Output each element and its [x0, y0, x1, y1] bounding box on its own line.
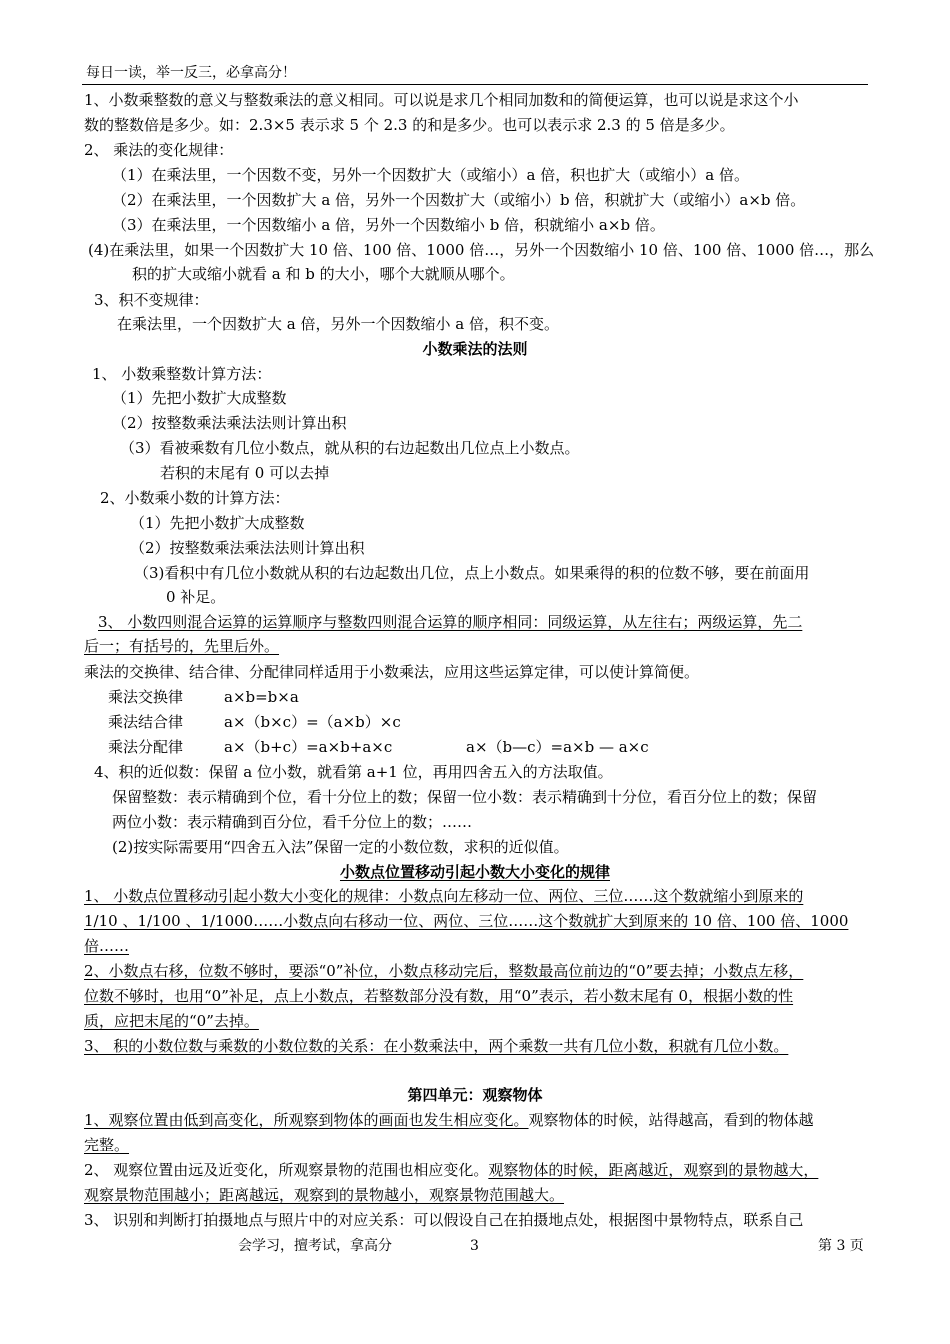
law-formula: a×（b+c）=a×b+a×c — [224, 738, 393, 756]
text-line: (4)在乘法里，如果一个因数扩大 10 倍、100 倍、1000 倍…，另外一个因数缩小 10 倍、100 倍、1000 倍…，那么 — [88, 241, 875, 259]
text-line: （3)看积中有几位小数就从积的右边起数出几位，点上小数点。如果乘得的积的位数不够，要在前面用 — [134, 564, 810, 582]
text-line: （1）在乘法里，一个因数不变，另外一个因数扩大（或缩小）a 倍，积也扩大（或缩小）a 倍。 — [112, 166, 749, 184]
underlined-text: 1、观察位置由低到高变化，所观察到物体的画面也发生相应变化。 — [84, 1111, 529, 1129]
plain-text: 观察物体的时候，站得越高，看到的物体越 — [528, 1111, 814, 1129]
text-line: 两位小数：表示精确到百分位，看千分位上的数；…… — [112, 813, 473, 831]
text-line: 质，应把末尾的“0”去掉。 — [84, 1012, 259, 1030]
underlined-text: 观察物体的时候，距离越近，观察到的景物越大， — [488, 1161, 819, 1179]
text-line: 1、小数乘整数的意义与整数乘法的意义相同。可以说是求几个相同加数和的简便运算，也可以说是求这个小 — [84, 91, 799, 109]
text-line: （1）先把小数扩大成整数 — [130, 514, 305, 532]
law-formula: a×（b—c）=a×b — a×c — [466, 738, 649, 756]
law-name: 乘法交换律 — [108, 688, 184, 706]
text-line: （2）在乘法里，一个因数扩大 a 倍，另外一个因数扩大（或缩小）b 倍，积就扩大（或缩小）a×b 倍。 — [112, 191, 806, 209]
text-line: 3、 识别和判断打拍摄地点与照片中的对应关系：可以假设自己在拍摄地点处，根据图中景物特点，联系自己 — [84, 1211, 804, 1229]
text-line: 在乘法里，一个因数扩大 a 倍，另外一个因数缩小 a 倍，积不变。 — [117, 315, 559, 333]
text-line: 观察景物范围越小；距离越远，观察到的景物越小，观察景物范围越大。 — [84, 1186, 565, 1204]
text-line: 3、 积的小数位数与乘数的小数位数的关系：在小数乘法中，两个乘数一共有几位小数，积就有几位小数。 — [84, 1037, 789, 1055]
header-rule — [82, 84, 868, 85]
text-line: 4、积的近似数：保留 a 位小数，就看第 a+1 位，再用四舍五入的方法取值。 — [94, 763, 613, 781]
page-header: 每日一读，举一反三，必拿高分！ — [86, 65, 296, 81]
text-line: 完整。 — [84, 1136, 130, 1154]
text-line: 积的扩大或缩小就看 a 和 b 的大小，哪个大就顺从哪个。 — [132, 265, 515, 283]
text-line: 保留整数：表示精确到个位，看十分位上的数；保留一位小数：表示精确到十分位，看百分位上的数；保留 — [112, 788, 818, 806]
text-line: 数的整数倍是多少。如：2.3×5 表示求 5 个 2.3 的和是多少。也可以表示求 2.3 的 5 倍是多少。 — [84, 116, 735, 134]
text-line: 乘法的交换律、结合律、分配律同样适用于小数乘法，应用这些运算定律，可以使计算简便。 — [84, 663, 700, 681]
text-line — [84, 1110, 814, 1130]
text-line: 2、 乘法的变化规律： — [84, 141, 234, 159]
plain-text: 2、 观察位置由远及近变化，所观察景物的范围也相应变化。 — [84, 1161, 489, 1179]
law-name: 乘法结合律 — [108, 713, 184, 731]
footer-slogan: 会学习，擅考试，拿高分 — [238, 1238, 392, 1254]
text-line: 2、小数点右移，位数不够时，要添“0”补位，小数点移动完后，整数最高位前边的“0”要去掉；小数点左移， — [84, 962, 804, 980]
text-line: 3、积不变规律： — [94, 291, 209, 309]
text-line: （2）按整数乘法乘法法则计算出积 — [130, 539, 365, 557]
text-line: (2)按实际需要用“四舍五入法”保留一定的小数位数，求积的近似值。 — [112, 838, 569, 856]
text-line: 1、 小数点位置移动引起小数大小变化的规律：小数点向左移动一位、两位、三位……这个数就缩小到原来的 — [84, 887, 804, 905]
text-line: 0 补足。 — [166, 588, 226, 606]
text-line: 位数不够时，也用“0”补足，点上小数点，若整数部分没有数，用“0”表示，若小数末尾有 0，根据小数的性 — [84, 987, 794, 1005]
law-name: 乘法分配律 — [108, 738, 184, 756]
text-line: （3）看被乘数有几位小数点，就从积的右边起数出几位点上小数点。 — [120, 439, 580, 457]
section-title: 小数乘法的法则 — [422, 340, 528, 358]
text-line: 后一；有括号的，先里后外。 — [84, 637, 280, 655]
text-line: 1/10 、1/100 、1/1000……小数点向右移动一位、两位、三位……这个数就扩大到原来的 10 倍、100 倍、1000 — [84, 912, 849, 930]
text-line: （1）先把小数扩大成整数 — [112, 389, 287, 407]
law-formula: a×b=b×a — [224, 688, 299, 706]
text-line: 3、 小数四则混合运算的运算顺序与整数四则混合运算的顺序相同：同级运算，从左往右；两级运算，先二 — [98, 613, 803, 631]
footer-page-number: 3 — [470, 1238, 479, 1254]
law-formula: a×（b×c）=（a×b）×c — [224, 713, 401, 731]
text-line: （3）在乘法里，一个因数缩小 a 倍，另外一个因数缩小 b 倍，积就缩小 a×b 倍。 — [112, 216, 665, 234]
text-line: 1、 小数乘整数计算方法： — [92, 365, 272, 383]
unit-title: 第四单元：观察物体 — [407, 1086, 543, 1104]
footer-page-label: 第 3 页 — [818, 1238, 864, 1254]
text-line: 2、小数乘小数的计算方法： — [100, 489, 290, 507]
text-line: （2）按整数乘法乘法法则计算出积 — [112, 414, 347, 432]
text-line: 倍…… — [84, 937, 130, 955]
text-line: 若积的末尾有 0 可以去掉 — [160, 464, 330, 482]
text-line — [84, 1160, 818, 1180]
section-title: 小数点位置移动引起小数大小变化的规律 — [339, 863, 610, 881]
